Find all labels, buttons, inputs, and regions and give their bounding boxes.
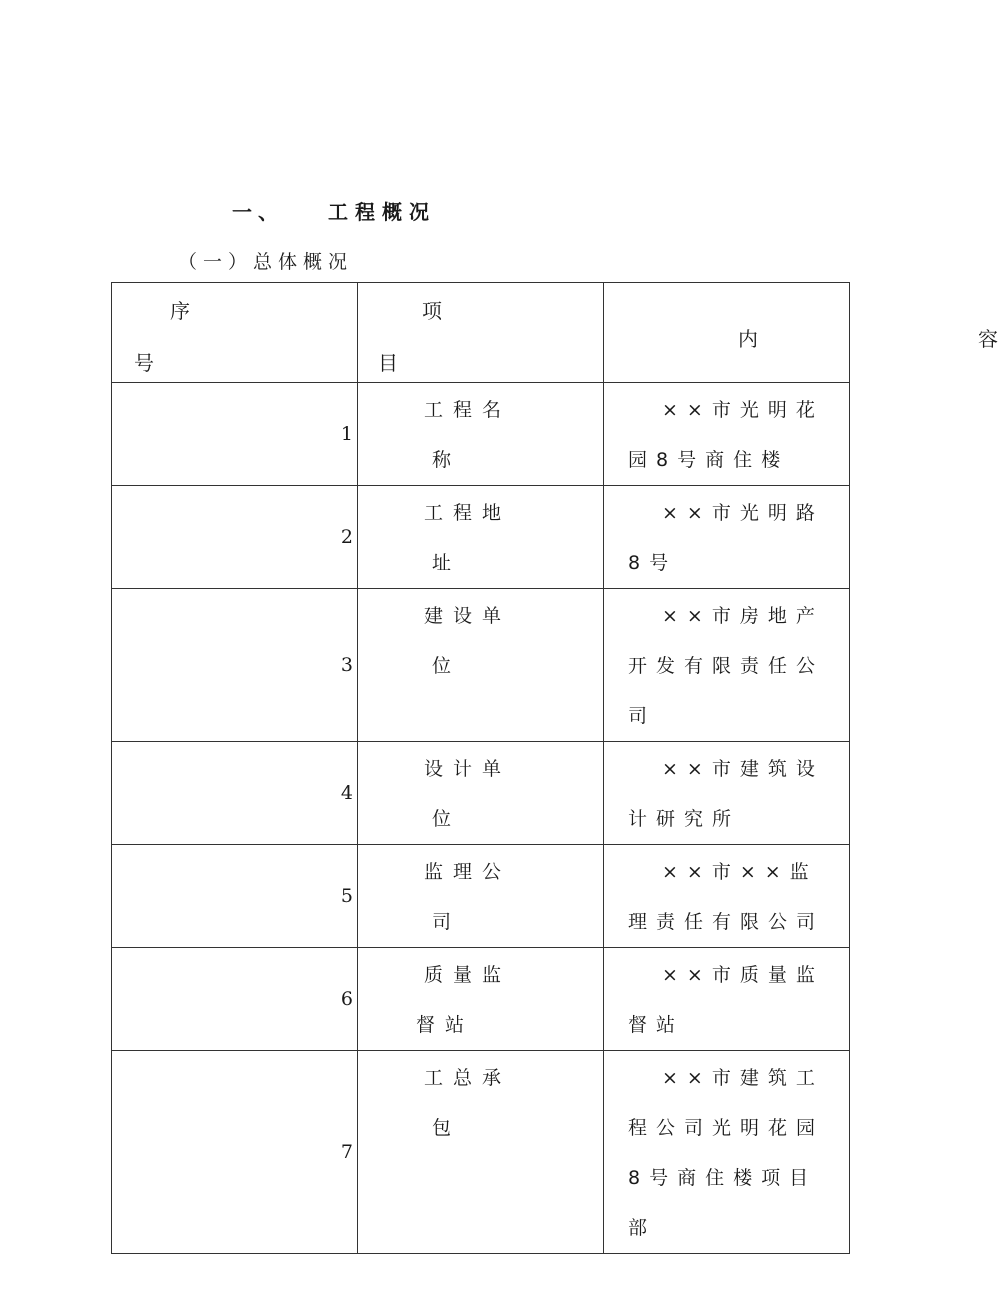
row-number: 6 (112, 948, 358, 1051)
overview-table (111, 282, 998, 1254)
header-content-right: 容 (978, 327, 998, 351)
subsection-title: （一）总体概况 (178, 251, 354, 273)
row-item-line1: 工程地 (424, 502, 512, 524)
row-content (604, 589, 850, 742)
row-content-text: ××市建筑设计研究所 (628, 758, 824, 830)
row-item-line2: 址 (432, 552, 462, 574)
row-item-line1: 设计单 (424, 758, 512, 780)
row-item-line2: 称 (432, 449, 462, 471)
table-row (112, 742, 850, 845)
row-item-line1: 监理公 (424, 861, 512, 883)
row-item (358, 948, 604, 1051)
row-number: 4 (112, 742, 358, 845)
header-num-bottom: 号 (134, 351, 154, 375)
table-row (112, 486, 850, 589)
row-content (604, 845, 850, 948)
section-number: 一、 (232, 200, 284, 224)
row-item (358, 742, 604, 845)
row-content-text: ××市光明花园8号商住楼 (628, 399, 824, 471)
table-header-row (112, 283, 850, 383)
section-title (232, 196, 436, 225)
row-item-line2: 位 (432, 808, 462, 830)
header-item-top: 项 (422, 299, 442, 323)
row-item-line1: 质量监 (424, 964, 512, 986)
table-row (112, 383, 850, 486)
row-number: 3 (112, 589, 358, 742)
row-content (604, 742, 850, 845)
row-item (358, 486, 604, 589)
row-content (604, 383, 850, 486)
row-item (358, 1051, 604, 1254)
row-content-text: ××市房地产开发有限责任公司 (628, 605, 825, 727)
row-number: 2 (112, 486, 358, 589)
header-num-cell (112, 283, 358, 383)
header-content-cell (604, 283, 998, 383)
row-item-line1: 建设单 (424, 605, 512, 627)
row-item (358, 589, 604, 742)
row-content-text: ××市建筑工程公司光明花园8号商住楼项目部 (628, 1067, 825, 1239)
row-item (358, 845, 604, 948)
header-item-bottom: 目 (378, 351, 398, 375)
row-content (604, 1051, 850, 1254)
row-item-line2: 包 (432, 1117, 462, 1139)
header-num-top: 序 (170, 299, 190, 323)
row-content-text: ××市质量监督站 (628, 964, 824, 1036)
table-row (112, 1051, 850, 1254)
row-item-line1: 工程名 (424, 399, 512, 421)
row-item-line1: 工总承 (424, 1067, 512, 1089)
row-content-text: ××市光明路8号 (628, 502, 824, 574)
row-item (358, 383, 604, 486)
row-item-line2: 督站 (416, 1014, 475, 1036)
row-item-line2: 司 (432, 911, 462, 933)
header-item-cell (358, 283, 604, 383)
row-content-text: ××市××监理责任有限公司 (628, 861, 825, 933)
row-number: 1 (112, 383, 358, 486)
table-row (112, 845, 850, 948)
row-number: 7 (112, 1051, 358, 1254)
row-content (604, 948, 850, 1051)
table-row (112, 948, 850, 1051)
section-heading: 工程概况 (328, 200, 436, 224)
row-content (604, 486, 850, 589)
row-number: 5 (112, 845, 358, 948)
row-item-line2: 位 (432, 655, 462, 677)
table-row (112, 589, 850, 742)
header-content-left: 内 (738, 327, 758, 351)
